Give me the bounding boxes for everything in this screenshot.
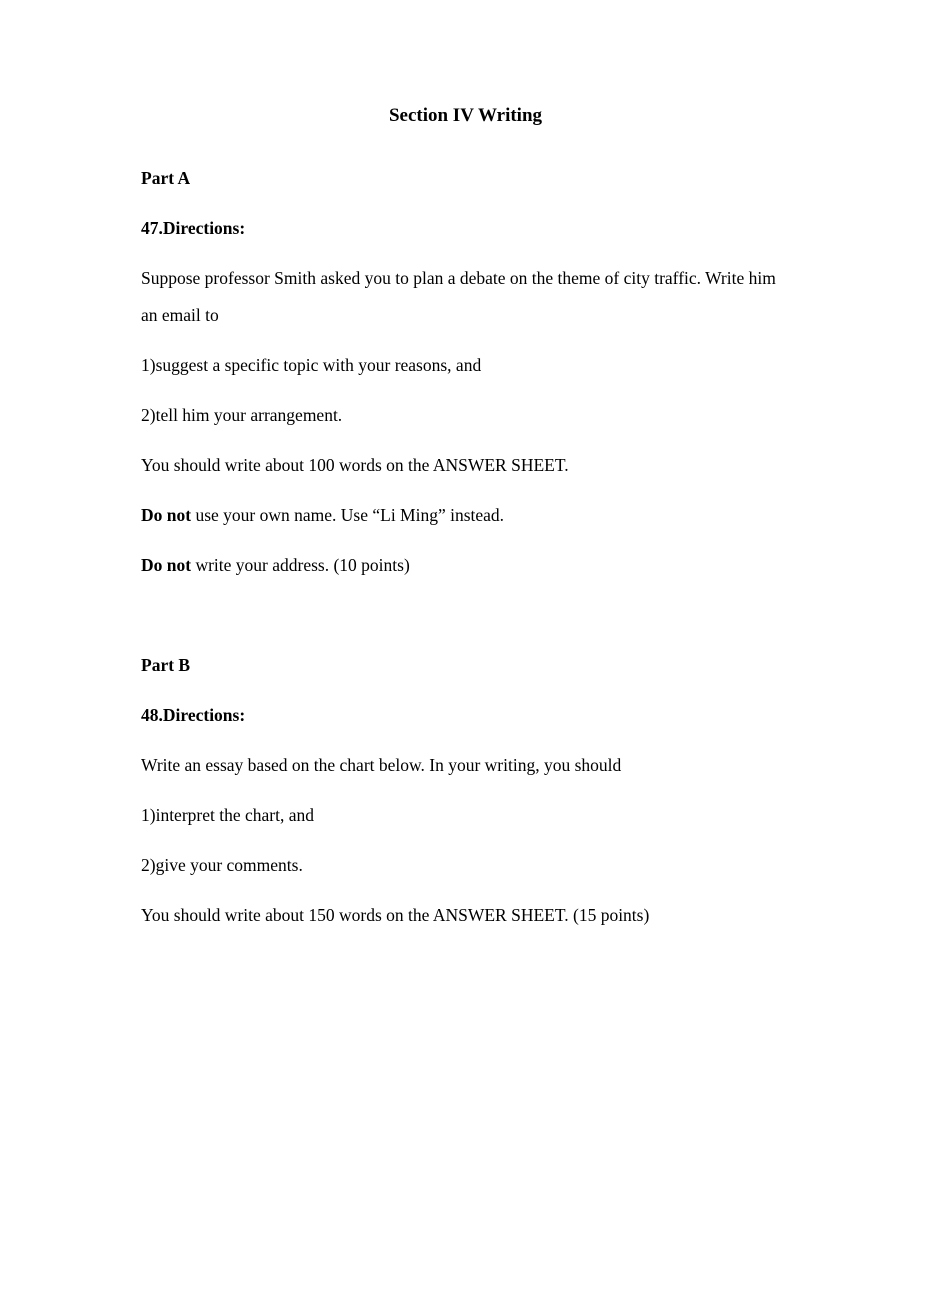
part-a-donot-address-rest: write your address. (10 points)	[191, 555, 410, 575]
part-a-donot-name-line	[141, 497, 790, 534]
section-title: Section IV Writing	[388, 105, 543, 126]
part-a-intro: Suppose professor Smith asked you to plan a debate on the theme of city traffic. Write him an email to	[141, 268, 776, 325]
part-b-intro: Write an essay based on the chart below. In your writing, you should	[141, 755, 622, 775]
part-a-donot-name-bold: Do not	[141, 505, 192, 525]
part-a-heading: Part A	[141, 168, 191, 188]
part-a-item-2: 2)tell him your arrangement.	[141, 405, 343, 425]
part-a-donot-address-bold: Do not	[141, 555, 192, 575]
part-b-item-1: 1)interpret the chart, and	[141, 805, 314, 825]
section-spacer	[141, 597, 790, 647]
part-b-item-2: 2)give your comments.	[141, 855, 303, 875]
part-b-note: You should write about 150 words on the ANSWER SHEET. (15 points)	[141, 905, 650, 925]
part-b-directions-label: 48.Directions:	[141, 705, 246, 725]
part-a-directions-label: 47.Directions:	[141, 218, 246, 238]
part-a-item-1: 1)suggest a specific topic with your reasons, and	[141, 355, 482, 375]
part-a-note: You should write about 100 words on the ANSWER SHEET.	[141, 455, 569, 475]
part-a-donot-address-line	[141, 547, 790, 584]
part-b-heading: Part B	[141, 655, 191, 675]
part-a-donot-name-rest: use your own name. Use “Li Ming” instead.	[191, 505, 505, 525]
